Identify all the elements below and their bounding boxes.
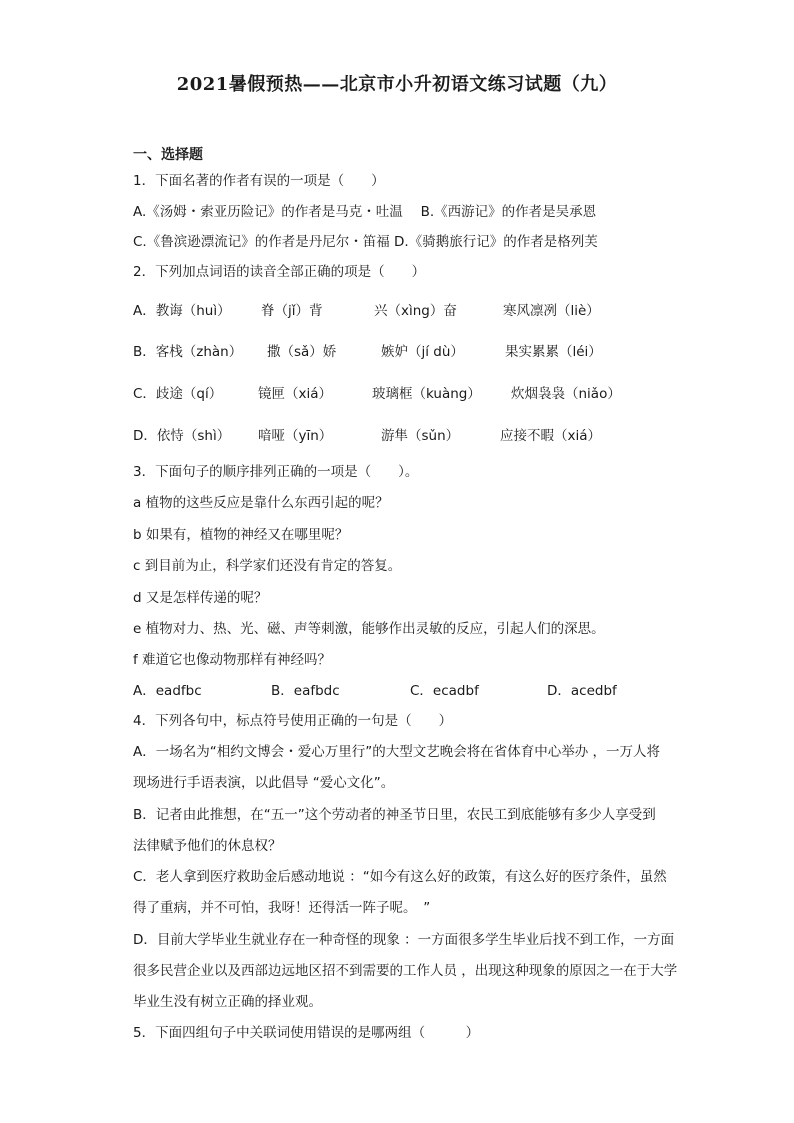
page-title: 2021暑假预热——北京市小升初语文练习试题（九）	[176, 74, 618, 95]
question-2-option-c-word2: 镜匣（xiá）	[258, 386, 333, 402]
question-3-sentence-c: c 到目前为止，科学家们还没有肯定的答复。	[133, 558, 402, 574]
question-4-option-c-line1: C．老人拿到医疗救助金后感动地说 ：“如今有这么好的政策，有这么好的医疗条件，虽然	[133, 869, 667, 885]
question-2-option-b-word4: 果实累累（léi）	[505, 344, 602, 360]
question-3-option-d: D．acedbf	[547, 683, 617, 699]
question-2-option-a-word1: A．教诲（huì）	[133, 303, 231, 319]
question-4-option-d-line1: D．目前大学毕业生就业存在一种奇怪的现象 ：一方面很多学生毕业后找不到工作，一方面	[133, 932, 675, 948]
question-4-option-b-line2: 法律赋予他们的休息权？	[133, 838, 282, 854]
question-2-option-c-word3: 玻璃框（kuàng）	[372, 386, 481, 402]
question-3-sentence-f: f 难道它也像动物那样有神经吗？	[133, 652, 332, 668]
question-2-option-d-word3: 游隼（sǔn）	[381, 428, 460, 444]
question-2-option-a-word2: 脊（jǐ）背	[261, 303, 323, 319]
question-2-option-d-word2: 喑哑（yīn）	[258, 428, 333, 444]
question-1-options-cd: C.《鲁滨逊漂流记》的作者是丹尼尔・笛福 D.《骑鹅旅行记》的作者是格列芙	[133, 234, 598, 250]
question-1-stem: 1．下面名著的作者有误的一项是（ ）	[133, 173, 385, 189]
question-4-option-c-line2: 得了重病，并不可怕，我呀！还得活一阵子呢。 ”	[133, 900, 431, 916]
question-4-option-d-line2: 很多民营企业以及西部边远地区招不到需要的工作人员 ，出现这种现象的原因之一在于大学	[133, 963, 678, 979]
question-3-stem: 3．下面句子的顺序排列正确的一项是（ ）。	[133, 464, 419, 480]
section-heading: 一、选择题	[133, 147, 203, 163]
question-1-options-ab: A.《汤姆・索亚历险记》的作者是马克・吐温 B.《西游记》的作者是吴承恩	[133, 204, 597, 220]
question-4-option-b-line1: B．记者由此推想，在“五一”这个劳动者的神圣节日里，农民工到底能够有多少人享受到	[133, 807, 656, 823]
question-4-option-a-line2: 现场进行手语表演，以此倡导 “爱心文化”。	[133, 775, 395, 791]
question-2-option-d-word4: 应接不暇（xiá）	[500, 428, 602, 444]
question-3-sentence-d: d 又是怎样传递的呢？	[133, 590, 268, 606]
question-2-option-a-word4: 寒风凛冽（liè）	[503, 303, 600, 319]
question-3-sentence-a: a 植物的这些反应是靠什么东西引起的呢？	[133, 495, 389, 511]
question-3-sentence-e: e 植物对力、热、光、磁、声等刺激，能够作出灵敏的反应，引起人们的深思。	[133, 621, 605, 637]
question-5-stem: 5．下面四组句子中关联词使用错误的是哪两组（ ）	[133, 1025, 480, 1041]
question-2-option-a-word3: 兴（xìng）奋	[374, 303, 457, 319]
question-3-option-c: C．ecadbf	[410, 683, 479, 699]
question-2-option-c-word1: C．歧途（qí）	[133, 386, 223, 402]
question-3-sentence-b: b 如果有，植物的神经又在哪里呢？	[133, 527, 349, 543]
question-4-stem: 4．下列各句中，标点符号使用正确的一句是（ ）	[133, 713, 453, 729]
question-2-option-b-word3: 嫉妒（jí dù）	[381, 344, 464, 360]
question-4-option-a-line1: A．一场名为“相约文博会・爱心万里行”的大型文艺晚会将在省体育中心举办 ，一万人将	[133, 744, 661, 760]
question-2-option-d-word1: D．依恃（shì）	[133, 428, 231, 444]
question-3-option-a: A．eadfbc	[133, 683, 202, 699]
question-2-stem: 2．下列加点词语的读音全部正确的项是（ ）	[133, 264, 426, 280]
question-2-option-b-word1: B．客栈（zhàn）	[133, 344, 243, 360]
question-2-option-c-word4: 炊烟袅袅（niǎo）	[511, 386, 621, 402]
question-3-option-b: B．eafbdc	[271, 683, 340, 699]
question-4-option-d-line3: 毕业生没有树立正确的择业观。	[133, 994, 322, 1010]
question-2-option-b-word2: 撒（sǎ）娇	[267, 344, 337, 360]
